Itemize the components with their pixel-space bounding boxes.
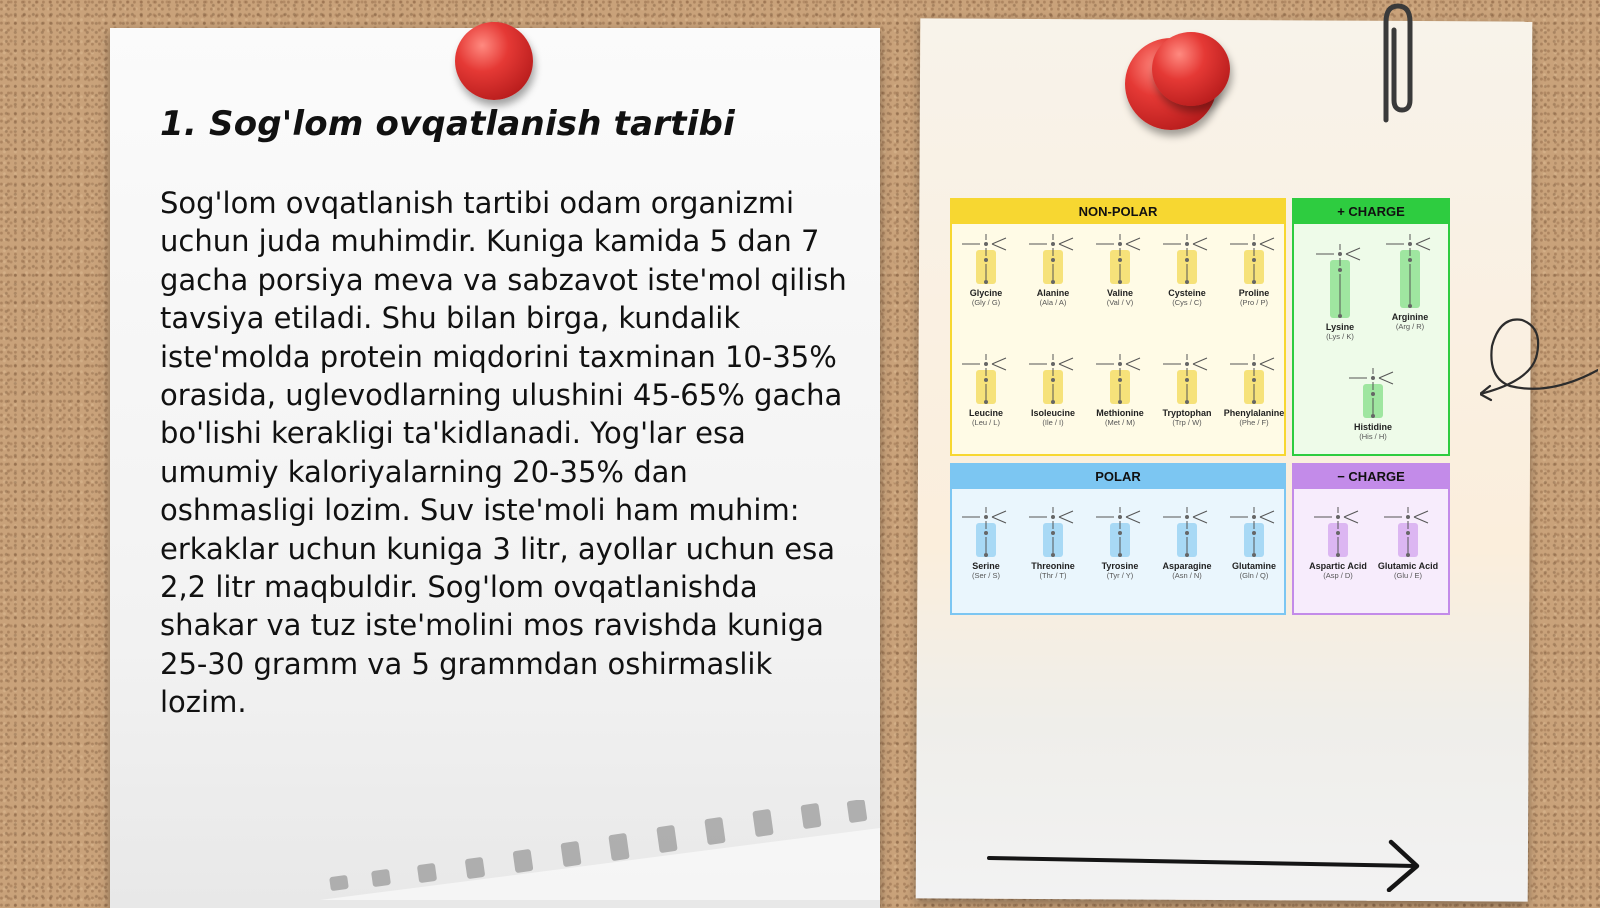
amino-acid-name: Tryptophan (1162, 408, 1212, 418)
amino-acid-name: Proline (1238, 288, 1270, 298)
amino-acid-name: Tyrosine (1101, 561, 1139, 571)
spiral-tear-strip (320, 800, 880, 900)
amino-acid-abbreviation: (His / H) (1359, 432, 1387, 441)
amino-acid-histidine (1341, 360, 1405, 441)
molecule-structure (1378, 499, 1438, 561)
molecule-structure (1090, 346, 1150, 408)
amino-acid-abbreviation: (Cys / C) (1172, 298, 1202, 307)
amino-acid-methionine (1088, 346, 1152, 427)
molecule-structure (1023, 226, 1083, 288)
molecule-structure (1157, 499, 1217, 561)
amino-acid-abbreviation: (Val / V) (1106, 298, 1134, 307)
molecule-structure (1224, 226, 1284, 288)
panel-title: + CHARGE (1294, 200, 1448, 224)
push-pin-icon (455, 22, 533, 100)
curly-arrow-doodle (1480, 308, 1598, 408)
amino-acid-abbreviation: (Asn / N) (1172, 571, 1202, 580)
molecule-structure (1308, 499, 1368, 561)
amino-acid-name: Phenylalanine (1223, 408, 1285, 418)
molecule-structure (1310, 236, 1370, 322)
molecule-structure (956, 226, 1016, 288)
amino-acid-isoleucine (1021, 346, 1085, 427)
molecule-structure (1380, 226, 1440, 312)
amino-acid-name: Glycine (969, 288, 1003, 298)
amino-acid-alanine (1021, 226, 1085, 307)
molecule-structure (1157, 226, 1217, 288)
amino-acid-asparagine (1155, 499, 1219, 580)
body-paragraph: Sog'lom ovqatlanish tartibi odam organizmi uchun juda muhimdir. Kuniga kamida 5 dan 7 gacha porsiya meva va sabzavot iste'mol qilish tavsiya etiladi. Shu bilan birga, kundalik iste'molda protein miqdorini taxminan 10-35% orasida, uglevodlarning ulushini 45-65% gacha bo'lishi kerakligi ta'kidlanadi. Yog'lar esa umumiy kaloriyalarning 20-35% dan oshmasligi lozim. Suv iste'moli ham muhim: erkaklar uchun kuniga 3 litr, ayollar uchun esa 2,2 litr maqbuldir. Sog'lom ovqatlanishda shakar va tuz iste'molini mos ravishda kuniga 25-30 gramm va 5 grammdan oshirmaslik lozim. (160, 186, 847, 720)
amino-acid-abbreviation: (Tyr / Y) (1106, 571, 1134, 580)
panel-nonpolar (950, 198, 1286, 456)
molecule-structure (1224, 346, 1284, 408)
amino-acid-serine (954, 499, 1018, 580)
amino-acid-proline (1222, 226, 1286, 307)
amino-acid-abbreviation: (Glu / E) (1394, 571, 1422, 580)
amino-acid-name: Isoleucine (1030, 408, 1075, 418)
amino-acid-name: Leucine (968, 408, 1003, 418)
paperclip-icon (1372, 0, 1420, 124)
amino-acid-name: Serine (972, 561, 1000, 571)
amino-acid-name: Methionine (1096, 408, 1144, 418)
amino-acid-phenylalanine (1222, 346, 1286, 427)
molecule-structure (1023, 499, 1083, 561)
amino-acid-name: Glutamic Acid (1377, 561, 1439, 571)
amino-acid-tryptophan (1155, 346, 1219, 427)
amino-acid-abbreviation: (Gln / Q) (1239, 571, 1269, 580)
amino-acid-name: Valine (1106, 288, 1133, 298)
amino-acid-abbreviation: (Phe / F) (1239, 418, 1269, 427)
amino-acid-chart (950, 198, 1450, 618)
molecule-structure (1224, 499, 1284, 561)
amino-acid-cysteine (1155, 226, 1219, 307)
amino-acid-name: Arginine (1391, 312, 1429, 322)
panel-positive-charge (1292, 198, 1450, 456)
amino-acid-abbreviation: (Thr / T) (1039, 571, 1067, 580)
amino-acid-name: Histidine (1353, 422, 1392, 432)
amino-acid-abbreviation: (Trp / W) (1172, 418, 1202, 427)
molecule-structure (956, 346, 1016, 408)
page-title: 1. Sog'lom ovqatlanish tartibi (160, 104, 735, 144)
amino-acid-lysine (1308, 236, 1372, 341)
amino-acid-glycine (954, 226, 1018, 307)
panel-title: NON-POLAR (952, 200, 1284, 224)
amino-acid-valine (1088, 226, 1152, 307)
amino-acid-tyrosine (1088, 499, 1152, 580)
amino-acid-abbreviation: (Ile / I) (1042, 418, 1064, 427)
amino-acid-abbreviation: (Ser / S) (972, 571, 1000, 580)
molecule-structure (1343, 360, 1403, 422)
amino-acid-abbreviation: (Leu / L) (972, 418, 1000, 427)
panel-negative-charge (1292, 463, 1450, 615)
molecule-structure (1090, 226, 1150, 288)
arrow-right-icon (985, 838, 1445, 892)
molecule-structure (956, 499, 1016, 561)
amino-acid-name: Threonine (1031, 561, 1075, 571)
amino-acid-glutamic-acid (1376, 499, 1440, 580)
amino-acid-abbreviation: (Asp / D) (1323, 571, 1353, 580)
panel-polar (950, 463, 1286, 615)
amino-acid-name: Aspartic Acid (1309, 561, 1367, 571)
molecule-structure (1157, 346, 1217, 408)
amino-acid-name: Glutamine (1231, 561, 1276, 571)
molecule-structure (1090, 499, 1150, 561)
amino-acid-name: Lysine (1325, 322, 1355, 332)
panel-title: − CHARGE (1294, 465, 1448, 489)
amino-acid-glutamine (1222, 499, 1286, 580)
amino-acid-name: Asparagine (1162, 561, 1212, 571)
amino-acid-abbreviation: (Pro / P) (1240, 298, 1268, 307)
amino-acid-threonine (1021, 499, 1085, 580)
amino-acid-aspartic-acid (1306, 499, 1370, 580)
amino-acid-abbreviation: (Ala / A) (1039, 298, 1067, 307)
amino-acid-arginine (1378, 226, 1442, 331)
push-pin-icon (1152, 32, 1230, 106)
amino-acid-abbreviation: (Gly / G) (971, 298, 1001, 307)
amino-acid-abbreviation: (Lys / K) (1326, 332, 1354, 341)
amino-acid-name: Alanine (1036, 288, 1070, 298)
amino-acid-leucine (954, 346, 1018, 427)
amino-acid-abbreviation: (Arg / R) (1395, 322, 1425, 331)
amino-acid-name: Cysteine (1168, 288, 1206, 298)
amino-acid-abbreviation: (Met / M) (1105, 418, 1135, 427)
panel-title: POLAR (952, 465, 1284, 489)
molecule-structure (1023, 346, 1083, 408)
